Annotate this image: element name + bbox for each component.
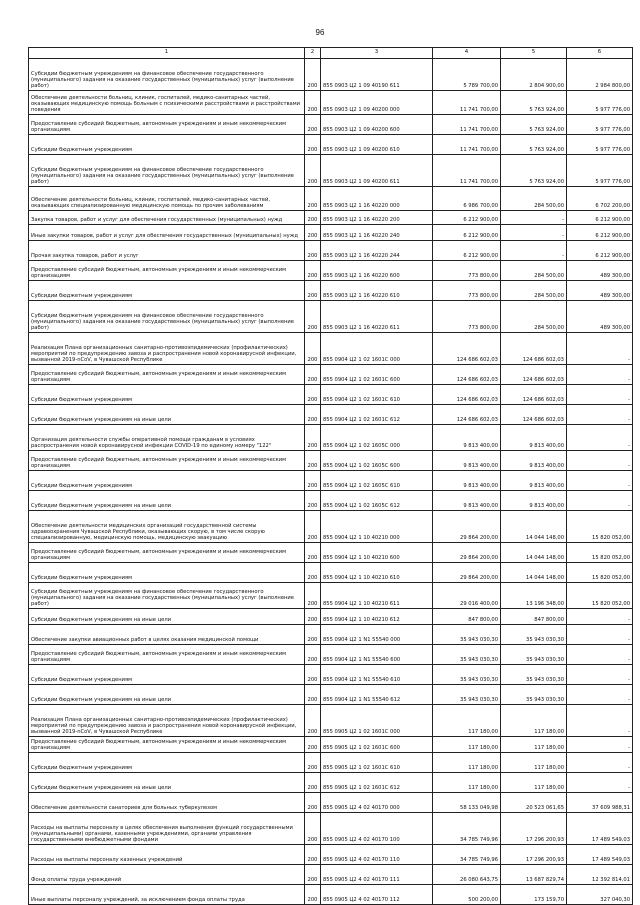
table-row [29,491,633,511]
row-code-cell: 200 [305,471,321,491]
row-kbk-cell: 855 0903 Ц2 1 16 40220 240 [321,225,433,241]
row-name-cell: Организация деятельности службы оперативной помощи гражданам в условиях распространения новой коронавирусной инфекции COVID-19 по единому номеру "122" [29,425,305,451]
row-amount-1-cell: 5 789 700,00 [433,59,501,91]
row-amount-1-cell: 26 080 643,75 [433,865,501,885]
table-row [29,645,633,665]
row-amount-3-cell: 15 820 052,00 [567,543,633,563]
row-amount-2-cell: - [501,211,567,225]
row-amount-2-cell: 14 044 148,00 [501,511,567,543]
row-code-cell: 200 [305,241,321,261]
row-code-cell: 200 [305,625,321,645]
table-row [29,425,633,451]
table-row [29,91,633,115]
row-amount-1-cell: 11 741 700,00 [433,155,501,187]
row-amount-1-cell: 773 800,00 [433,281,501,301]
row-name-cell: Предоставление субсидий бюджетным, автономным учреждениям и иным некоммерческим организациям [29,737,305,753]
row-name-cell: Субсидии бюджетным учреждениям [29,385,305,405]
row-amount-3-cell: - [567,609,633,625]
row-kbk-cell: 855 0903 Ц2 1 16 40220 000 [321,187,433,211]
row-amount-2-cell: 9 813 400,00 [501,425,567,451]
table-row [29,793,633,813]
row-amount-1-cell: 29 016 400,00 [433,583,501,609]
row-kbk-cell: 855 0903 Ц2 1 09 40200 000 [321,91,433,115]
row-amount-1-cell: 34 785 749,96 [433,845,501,865]
row-kbk-cell: 855 0905 Ц2 4 02 40170 112 [321,885,433,905]
table-row [29,583,633,609]
row-amount-2-cell: 9 813 400,00 [501,451,567,471]
row-code-cell: 200 [305,865,321,885]
row-code-cell: 200 [305,425,321,451]
row-amount-2-cell: 117 180,00 [501,705,567,737]
table-row [29,59,633,91]
table-row [29,451,633,471]
table-row [29,753,633,773]
row-kbk-cell: 855 0904 Ц2 1 10 40210 610 [321,563,433,583]
table-row [29,511,633,543]
row-code-cell: 200 [305,281,321,301]
row-code-cell: 200 [305,845,321,865]
row-name-cell: Иные закупки товаров, работ и услуг для обеспечения государственных (муниципальных) нужд [29,225,305,241]
row-amount-3-cell: 15 820 052,00 [567,511,633,543]
row-kbk-cell: 855 0903 Ц2 1 16 40220 600 [321,261,433,281]
row-amount-2-cell: 5 763 924,00 [501,115,567,135]
table-row [29,685,633,705]
row-kbk-cell: 855 0904 Ц2 1 10 40210 000 [321,511,433,543]
row-amount-2-cell: 20 523 061,65 [501,793,567,813]
table-row [29,301,633,333]
row-amount-3-cell: - [567,705,633,737]
row-amount-1-cell: 117 180,00 [433,705,501,737]
row-code-cell: 200 [305,135,321,155]
row-amount-2-cell: 847 800,00 [501,609,567,625]
row-code-cell: 200 [305,261,321,281]
row-amount-2-cell: 35 943 030,30 [501,645,567,665]
row-amount-3-cell: - [567,753,633,773]
table-row [29,333,633,365]
table-row [29,155,633,187]
row-amount-1-cell: 124 686 602,03 [433,365,501,385]
row-amount-3-cell: 5 977 776,00 [567,115,633,135]
row-amount-1-cell: 500 200,00 [433,885,501,905]
row-kbk-cell: 855 0904 Ц2 1 02 1601С 612 [321,405,433,425]
row-kbk-cell: 855 0904 Ц2 1 02 1605С 612 [321,491,433,511]
header-cell: 1 [29,48,305,59]
row-kbk-cell: 855 0904 Ц2 1 02 1605С 600 [321,451,433,471]
row-amount-1-cell: 11 741 700,00 [433,115,501,135]
row-code-cell: 200 [305,609,321,625]
row-kbk-cell: 855 0903 Ц2 1 16 40220 200 [321,211,433,225]
row-amount-3-cell: - [567,333,633,365]
row-amount-1-cell: 6 212 900,00 [433,241,501,261]
row-amount-3-cell: 489 300,00 [567,261,633,281]
row-amount-3-cell: 6 212 900,00 [567,225,633,241]
row-kbk-cell: 855 0903 Ц2 1 09 40200 600 [321,115,433,135]
row-name-cell: Предоставление субсидий бюджетным, автономным учреждениям и иным некоммерческим организациям [29,261,305,281]
row-amount-2-cell: 9 813 400,00 [501,471,567,491]
row-amount-2-cell: 13 196 348,00 [501,583,567,609]
row-name-cell: Обеспечение деятельности больниц, клиник, госпиталей, медико-санитарных частей, оказывающих медицинскую помощь больным с психическими расстройствами и расстройствами поведения [29,91,305,115]
row-code-cell: 200 [305,773,321,793]
row-kbk-cell: 855 0904 Ц2 1 N1 55540 610 [321,665,433,685]
row-name-cell: Субсидии бюджетным учреждениям на финансовое обеспечение государственного (муниципального) задания на оказание государственных (муниципальных) услуг (выполнение работ) [29,583,305,609]
row-amount-1-cell: 6 212 900,00 [433,211,501,225]
row-amount-2-cell: 117 180,00 [501,773,567,793]
row-kbk-cell: 855 0904 Ц2 1 02 1601С 000 [321,333,433,365]
row-amount-1-cell: 773 800,00 [433,261,501,281]
row-amount-2-cell: 17 296 200,93 [501,813,567,845]
row-kbk-cell: 855 0905 Ц2 4 02 40170 110 [321,845,433,865]
row-amount-1-cell: 35 943 030,30 [433,625,501,645]
row-name-cell: Субсидии бюджетным учреждениям [29,281,305,301]
table-row [29,241,633,261]
table-row [29,135,633,155]
row-code-cell: 200 [305,885,321,905]
row-name-cell: Предоставление субсидий бюджетным, автономным учреждениям и иным некоммерческим организациям [29,645,305,665]
row-amount-1-cell: 117 180,00 [433,753,501,773]
row-amount-1-cell: 117 180,00 [433,737,501,753]
row-amount-2-cell: 35 943 030,30 [501,685,567,705]
row-kbk-cell: 855 0903 Ц2 1 16 40220 610 [321,281,433,301]
row-kbk-cell: 855 0903 Ц2 1 09 40200 611 [321,155,433,187]
row-amount-1-cell: 847 800,00 [433,609,501,625]
row-kbk-cell: 855 0905 Ц2 1 02 1601С 610 [321,753,433,773]
row-kbk-cell: 855 0904 Ц2 1 02 1605С 000 [321,425,433,451]
row-amount-1-cell: 11 741 700,00 [433,135,501,155]
row-name-cell: Субсидии бюджетным учреждениям на иные цели [29,491,305,511]
table-row [29,211,633,225]
table-row [29,225,633,241]
table-row [29,261,633,281]
table-row [29,845,633,865]
table-row [29,625,633,645]
row-amount-3-cell: 37 609 988,31 [567,793,633,813]
row-name-cell: Реализация Плана организационных санитарно-противоэпидемических (профилактических) мероприятий по предупреждению завоза и распространения новой коронавирусной инфекции, вызванной 2019-nCoV, в Чувашской Республике [29,705,305,737]
table-row [29,385,633,405]
budget-table [28,47,633,905]
table-row [29,365,633,385]
table-header-row [29,48,633,59]
row-amount-3-cell: - [567,491,633,511]
row-kbk-cell: 855 0904 Ц2 1 N1 55540 600 [321,645,433,665]
table-row [29,885,633,905]
row-amount-3-cell: 17 489 549,03 [567,845,633,865]
row-code-cell: 200 [305,301,321,333]
row-amount-1-cell: 117 180,00 [433,773,501,793]
row-kbk-cell: 855 0905 Ц2 4 02 40170 000 [321,793,433,813]
row-kbk-cell: 855 0905 Ц2 1 02 1601С 000 [321,705,433,737]
row-name-cell: Субсидии бюджетным учреждениям [29,471,305,491]
row-amount-2-cell: 35 943 030,30 [501,665,567,685]
row-amount-3-cell: 5 977 776,00 [567,91,633,115]
table-row [29,115,633,135]
row-amount-3-cell: 6 212 900,00 [567,241,633,261]
row-amount-3-cell: 5 977 776,00 [567,155,633,187]
row-amount-1-cell: 9 813 400,00 [433,425,501,451]
row-amount-3-cell: - [567,405,633,425]
header-cell: 4 [433,48,501,59]
row-amount-3-cell: 5 977 776,00 [567,135,633,155]
row-amount-3-cell: - [567,625,633,645]
row-amount-3-cell: - [567,737,633,753]
row-amount-2-cell: 117 180,00 [501,737,567,753]
row-code-cell: 200 [305,385,321,405]
row-amount-1-cell: 35 943 030,30 [433,665,501,685]
row-amount-1-cell: 6 212 900,00 [433,225,501,241]
row-kbk-cell: 855 0903 Ц2 1 09 40190 611 [321,59,433,91]
row-code-cell: 200 [305,187,321,211]
row-amount-1-cell: 773 800,00 [433,301,501,333]
row-kbk-cell: 855 0904 Ц2 1 10 40210 611 [321,583,433,609]
row-amount-2-cell: 14 044 148,00 [501,543,567,563]
row-name-cell: Субсидии бюджетным учреждениям на иные цели [29,405,305,425]
row-code-cell: 200 [305,91,321,115]
row-code-cell: 200 [305,115,321,135]
row-amount-3-cell: - [567,665,633,685]
header-cell: 6 [567,48,633,59]
table-row [29,737,633,753]
row-amount-1-cell: 9 813 400,00 [433,451,501,471]
row-amount-2-cell: 284 500,00 [501,301,567,333]
row-amount-2-cell: 173 159,70 [501,885,567,905]
row-amount-2-cell: 13 687 829,74 [501,865,567,885]
row-amount-1-cell: 9 813 400,00 [433,491,501,511]
row-name-cell: Субсидии бюджетным учреждениям [29,563,305,583]
row-kbk-cell: 855 0904 Ц2 1 02 1605С 610 [321,471,433,491]
row-amount-2-cell: 124 686 602,03 [501,333,567,365]
row-kbk-cell: 855 0903 Ц2 1 09 40200 610 [321,135,433,155]
row-amount-2-cell: - [501,241,567,261]
row-code-cell: 200 [305,59,321,91]
row-code-cell: 200 [305,737,321,753]
row-amount-1-cell: 29 864 200,00 [433,563,501,583]
row-amount-2-cell: 14 044 148,00 [501,563,567,583]
row-name-cell: Субсидии бюджетным учреждениям на иные цели [29,773,305,793]
row-amount-3-cell: 15 820 052,00 [567,583,633,609]
table-body [29,48,633,905]
header-cell: 3 [321,48,433,59]
row-kbk-cell: 855 0905 Ц2 4 02 40170 100 [321,813,433,845]
row-kbk-cell: 855 0904 Ц2 1 10 40210 600 [321,543,433,563]
row-code-cell: 200 [305,365,321,385]
row-amount-2-cell: 9 813 400,00 [501,491,567,511]
row-kbk-cell: 855 0903 Ц2 1 16 40220 244 [321,241,433,261]
row-code-cell: 200 [305,511,321,543]
row-amount-2-cell: 5 763 924,00 [501,91,567,115]
row-code-cell: 200 [305,645,321,665]
row-amount-3-cell: - [567,471,633,491]
row-amount-2-cell: 284 500,00 [501,281,567,301]
page-number: 96 [315,28,325,37]
row-amount-3-cell: 489 300,00 [567,281,633,301]
row-name-cell: Закупка товаров, работ и услуг для обеспечения государственных (муниципальных) нужд [29,211,305,225]
row-name-cell: Реализация Плана организационных санитарно-противоэпидемических (профилактических) мероприятий по предупреждению завоза и распространения новой коронавирусной инфекции, вызванной 2019-nCoV, в Чувашской Республике [29,333,305,365]
row-kbk-cell: 855 0903 Ц2 1 16 40220 611 [321,301,433,333]
row-amount-3-cell: - [567,773,633,793]
table-row [29,773,633,793]
row-name-cell: Прочая закупка товаров, работ и услуг [29,241,305,261]
row-amount-2-cell: 284 500,00 [501,187,567,211]
row-code-cell: 200 [305,405,321,425]
table-row [29,281,633,301]
row-code-cell: 200 [305,665,321,685]
row-amount-3-cell: - [567,365,633,385]
row-amount-2-cell: 117 180,00 [501,753,567,773]
row-amount-2-cell: 17 296 200,93 [501,845,567,865]
row-amount-2-cell: - [501,225,567,241]
table-row [29,609,633,625]
row-name-cell: Субсидии бюджетным учреждениям [29,753,305,773]
row-code-cell: 200 [305,563,321,583]
row-name-cell: Обеспечение деятельности больниц, клиник, госпиталей, медико-санитарных частей, оказывающих специализированную медицинскую помощь по прочим заболеваниям [29,187,305,211]
row-amount-2-cell: 35 943 030,30 [501,625,567,645]
row-amount-3-cell: 15 820 052,00 [567,563,633,583]
row-kbk-cell: 855 0904 Ц2 1 02 1601С 600 [321,365,433,385]
row-code-cell: 200 [305,813,321,845]
table-row [29,543,633,563]
row-code-cell: 200 [305,451,321,471]
row-amount-3-cell: 6 702 200,00 [567,187,633,211]
row-name-cell: Субсидии бюджетным учреждениям на иные цели [29,685,305,705]
row-name-cell: Обеспечение закупки авиационных работ в целях оказания медицинской помощи [29,625,305,645]
row-code-cell: 200 [305,333,321,365]
row-name-cell: Субсидии бюджетным учреждениям на финансовое обеспечение государственного (муниципального) задания на оказание государственных (муниципальных) услуг (выполнение работ) [29,155,305,187]
row-amount-2-cell: 5 763 924,00 [501,155,567,187]
row-name-cell: Субсидии бюджетным учреждениям на финансовое обеспечение государственного (муниципального) задания на оказание государственных (муниципальных) услуг (выполнение работ) [29,59,305,91]
row-name-cell: Предоставление субсидий бюджетным, автономным учреждениям и иным некоммерческим организациям [29,543,305,563]
row-amount-2-cell: 2 804 900,00 [501,59,567,91]
row-amount-1-cell: 29 864 200,00 [433,511,501,543]
table-row [29,405,633,425]
row-amount-1-cell: 35 943 030,30 [433,645,501,665]
table-row [29,665,633,685]
row-code-cell: 200 [305,793,321,813]
row-amount-1-cell: 11 741 700,00 [433,91,501,115]
row-amount-1-cell: 6 986 700,00 [433,187,501,211]
row-code-cell: 200 [305,225,321,241]
header-cell: 5 [501,48,567,59]
row-amount-2-cell: 5 763 924,00 [501,135,567,155]
row-amount-1-cell: 9 813 400,00 [433,471,501,491]
row-code-cell: 200 [305,583,321,609]
row-amount-3-cell: 12 392 814,01 [567,865,633,885]
row-kbk-cell: 855 0905 Ц2 1 02 1601С 600 [321,737,433,753]
row-amount-3-cell: - [567,425,633,451]
row-code-cell: 200 [305,685,321,705]
row-code-cell: 200 [305,211,321,225]
row-amount-3-cell: 6 212 900,00 [567,211,633,225]
row-amount-3-cell: 489 300,00 [567,301,633,333]
row-name-cell: Расходы на выплаты персоналу казенных учреждений [29,845,305,865]
row-amount-1-cell: 124 686 602,03 [433,333,501,365]
row-code-cell: 200 [305,753,321,773]
row-kbk-cell: 855 0905 Ц2 1 02 1601С 612 [321,773,433,793]
row-amount-1-cell: 124 686 602,03 [433,385,501,405]
row-kbk-cell: 855 0905 Ц2 4 02 40170 111 [321,865,433,885]
row-kbk-cell: 855 0904 Ц2 1 02 1601С 610 [321,385,433,405]
row-name-cell: Субсидии бюджетным учреждениям на иные цели [29,609,305,625]
row-name-cell: Расходы на выплаты персоналу в целях обеспечения выполнения функций государственными (муниципальными) органами, казенными учреждениями, органами управления государственными внебюджетными фондами [29,813,305,845]
row-amount-1-cell: 29 864 200,00 [433,543,501,563]
row-name-cell: Предоставление субсидий бюджетным, автономным учреждениям и иным некоммерческим организациям [29,115,305,135]
row-kbk-cell: 855 0904 Ц2 1 N1 55540 000 [321,625,433,645]
row-kbk-cell: 855 0904 Ц2 1 10 40210 612 [321,609,433,625]
row-name-cell: Предоставление субсидий бюджетным, автономным учреждениям и иным некоммерческим организациям [29,451,305,471]
table-row [29,705,633,737]
row-name-cell: Обеспечение деятельности медицинских организаций государственной системы здравоохранения Чувашской Республики, оказывающих скорую, в том числе скорую специализированную, медицинскую помощь, медицинскую эвакуацию [29,511,305,543]
row-amount-3-cell: - [567,685,633,705]
table-row [29,187,633,211]
row-amount-3-cell: 17 489 549,03 [567,813,633,845]
table-row [29,865,633,885]
row-amount-2-cell: 124 686 602,03 [501,405,567,425]
row-amount-3-cell: - [567,645,633,665]
row-amount-1-cell: 58 133 049,98 [433,793,501,813]
row-amount-3-cell: - [567,451,633,471]
row-amount-3-cell: 327 040,30 [567,885,633,905]
row-name-cell: Предоставление субсидий бюджетным, автономным учреждениям и иным некоммерческим организациям [29,365,305,385]
row-code-cell: 200 [305,491,321,511]
row-name-cell: Субсидии бюджетным учреждениям [29,135,305,155]
row-amount-1-cell: 34 785 749,96 [433,813,501,845]
row-name-cell: Субсидии бюджетным учреждениям [29,665,305,685]
row-amount-3-cell: 2 984 800,00 [567,59,633,91]
row-amount-1-cell: 35 943 030,30 [433,685,501,705]
table-row [29,563,633,583]
row-name-cell: Обеспечение деятельности санаториев для больных туберкулезом [29,793,305,813]
row-kbk-cell: 855 0904 Ц2 1 N1 55540 612 [321,685,433,705]
row-amount-1-cell: 124 686 602,03 [433,405,501,425]
row-code-cell: 200 [305,543,321,563]
row-code-cell: 200 [305,705,321,737]
row-amount-2-cell: 124 686 602,03 [501,365,567,385]
header-cell: 2 [305,48,321,59]
row-amount-3-cell: - [567,385,633,405]
table-row [29,813,633,845]
row-amount-2-cell: 284 500,00 [501,261,567,281]
row-name-cell: Фонд оплаты труда учреждений [29,865,305,885]
row-amount-2-cell: 124 686 602,03 [501,385,567,405]
row-name-cell: Иные выплаты персоналу учреждений, за исключением фонда оплаты труда [29,885,305,905]
row-name-cell: Субсидии бюджетным учреждениям на финансовое обеспечение государственного (муниципального) задания на оказание государственных (муниципальных) услуг (выполнение работ) [29,301,305,333]
row-code-cell: 200 [305,155,321,187]
table-row [29,471,633,491]
